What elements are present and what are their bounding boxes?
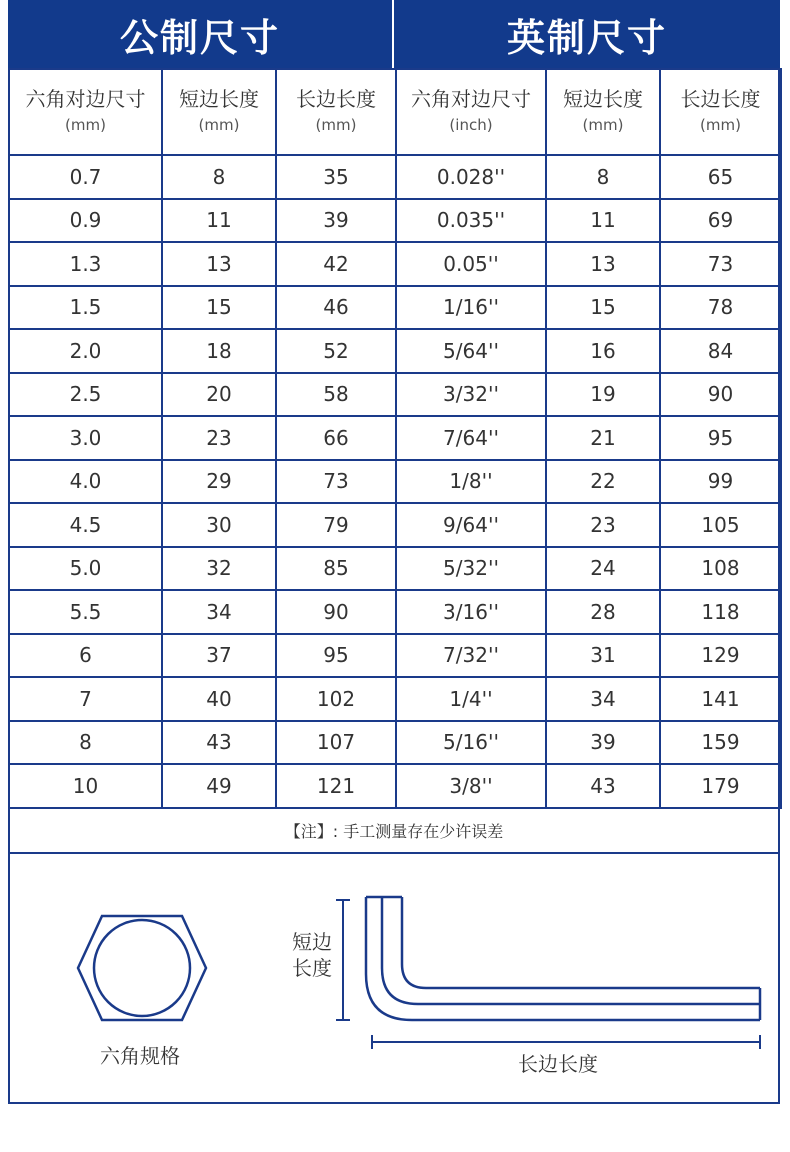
table-cell: 79 bbox=[276, 503, 396, 547]
table-cell: 85 bbox=[276, 547, 396, 591]
table-cell: 52 bbox=[276, 329, 396, 373]
table-cell: 1/8'' bbox=[396, 460, 546, 504]
table-cell: 0.028'' bbox=[396, 155, 546, 199]
table-cell: 102 bbox=[276, 677, 396, 721]
column-header-unit: (mm) bbox=[582, 116, 624, 134]
metric-size-title: 公制尺寸 bbox=[8, 0, 394, 68]
table-cell: 121 bbox=[276, 764, 396, 808]
column-header-name: 六角对边尺寸 bbox=[411, 87, 531, 111]
table-row bbox=[9, 721, 781, 765]
table-cell: 13 bbox=[546, 242, 660, 286]
column-header-1 bbox=[9, 69, 162, 155]
table-row bbox=[9, 416, 781, 460]
table-cell: 99 bbox=[660, 460, 781, 504]
table-cell: 11 bbox=[162, 199, 276, 243]
table-cell: 21 bbox=[546, 416, 660, 460]
column-header-row bbox=[9, 69, 781, 155]
table-cell: 2.0 bbox=[9, 329, 162, 373]
table-cell: 34 bbox=[162, 590, 276, 634]
table-cell: 42 bbox=[276, 242, 396, 286]
column-header-name: 长边长度 bbox=[680, 87, 761, 111]
table-cell: 69 bbox=[660, 199, 781, 243]
table-cell: 5/16'' bbox=[396, 721, 546, 765]
table-cell: 34 bbox=[546, 677, 660, 721]
table-cell: 0.035'' bbox=[396, 199, 546, 243]
table-cell: 159 bbox=[660, 721, 781, 765]
table-row bbox=[9, 503, 781, 547]
column-header-name: 长边长度 bbox=[296, 87, 376, 111]
table-row bbox=[9, 677, 781, 721]
column-header-unit: (mm) bbox=[65, 116, 106, 134]
size-table bbox=[8, 68, 782, 809]
table-row bbox=[9, 329, 781, 373]
table-row bbox=[9, 373, 781, 417]
table-cell: 129 bbox=[660, 634, 781, 678]
table-cell: 31 bbox=[546, 634, 660, 678]
table-row bbox=[9, 199, 781, 243]
table-cell: 8 bbox=[162, 155, 276, 199]
table-cell: 29 bbox=[162, 460, 276, 504]
table-cell: 49 bbox=[162, 764, 276, 808]
table-cell: 90 bbox=[660, 373, 781, 417]
table-cell: 58 bbox=[276, 373, 396, 417]
table-cell: 90 bbox=[276, 590, 396, 634]
table-cell: 95 bbox=[660, 416, 781, 460]
table-cell: 118 bbox=[660, 590, 781, 634]
table-header-bar bbox=[8, 0, 780, 68]
measurement-note: 【注】: 手工测量存在少许误差 bbox=[8, 808, 780, 854]
table-cell: 0.9 bbox=[9, 199, 162, 243]
table-cell: 3/8'' bbox=[396, 764, 546, 808]
table-cell: 73 bbox=[276, 460, 396, 504]
column-header-4 bbox=[396, 69, 546, 155]
table-cell: 95 bbox=[276, 634, 396, 678]
column-header-name: 六角对边尺寸 bbox=[25, 87, 146, 111]
table-row bbox=[9, 590, 781, 634]
table-cell: 0.7 bbox=[9, 155, 162, 199]
table-cell: 73 bbox=[660, 242, 781, 286]
table-cell: 43 bbox=[546, 764, 660, 808]
table-cell: 8 bbox=[9, 721, 162, 765]
table-cell: 13 bbox=[162, 242, 276, 286]
column-header-unit: (inch) bbox=[449, 116, 493, 134]
column-header-name: 短边长度 bbox=[179, 87, 259, 111]
table-cell: 39 bbox=[276, 199, 396, 243]
short-side-label-line2: 长度 bbox=[292, 956, 332, 980]
table-row bbox=[9, 242, 781, 286]
table-cell: 28 bbox=[546, 590, 660, 634]
table-cell: 10 bbox=[9, 764, 162, 808]
table-cell: 1/16'' bbox=[396, 286, 546, 330]
hex-key-outer-outline bbox=[366, 897, 760, 1020]
table-cell: 11 bbox=[546, 199, 660, 243]
table-cell: 141 bbox=[660, 677, 781, 721]
table-cell: 16 bbox=[546, 329, 660, 373]
table-cell: 107 bbox=[276, 721, 396, 765]
table-cell: 39 bbox=[546, 721, 660, 765]
table-cell: 5/32'' bbox=[396, 547, 546, 591]
table-cell: 78 bbox=[660, 286, 781, 330]
table-cell: 4.0 bbox=[9, 460, 162, 504]
table-cell: 20 bbox=[162, 373, 276, 417]
table-cell: 105 bbox=[660, 503, 781, 547]
table-row bbox=[9, 634, 781, 678]
column-header-6 bbox=[660, 69, 781, 155]
column-header-unit: (mm) bbox=[700, 116, 741, 134]
table-cell: 3.0 bbox=[9, 416, 162, 460]
table-cell: 7 bbox=[9, 677, 162, 721]
hexagon-inner-circle bbox=[94, 920, 190, 1016]
table-cell: 1.5 bbox=[9, 286, 162, 330]
table-row bbox=[9, 286, 781, 330]
column-header-unit: (mm) bbox=[198, 116, 240, 134]
hexagon-shape bbox=[78, 916, 206, 1020]
table-cell: 37 bbox=[162, 634, 276, 678]
table-cell: 15 bbox=[546, 286, 660, 330]
table-cell: 18 bbox=[162, 329, 276, 373]
column-header-2 bbox=[162, 69, 276, 155]
table-cell: 5.0 bbox=[9, 547, 162, 591]
table-row bbox=[9, 764, 781, 808]
long-side-label: 长边长度 bbox=[518, 1052, 598, 1076]
table-cell: 19 bbox=[546, 373, 660, 417]
hex-key-diagram bbox=[8, 854, 780, 1104]
table-cell: 4.5 bbox=[9, 503, 162, 547]
column-header-3 bbox=[276, 69, 396, 155]
table-cell: 30 bbox=[162, 503, 276, 547]
table-cell: 5.5 bbox=[9, 590, 162, 634]
column-header-name: 短边长度 bbox=[563, 87, 643, 111]
table-cell: 8 bbox=[546, 155, 660, 199]
hex-key-inner-outline bbox=[402, 897, 760, 988]
short-side-label-line1: 短边 bbox=[292, 930, 332, 954]
table-cell: 32 bbox=[162, 547, 276, 591]
table-cell: 1.3 bbox=[9, 242, 162, 286]
imperial-size-title: 英制尺寸 bbox=[394, 0, 780, 68]
table-cell: 2.5 bbox=[9, 373, 162, 417]
table-cell: 65 bbox=[660, 155, 781, 199]
table-cell: 23 bbox=[546, 503, 660, 547]
table-row bbox=[9, 460, 781, 504]
table-cell: 6 bbox=[9, 634, 162, 678]
table-cell: 43 bbox=[162, 721, 276, 765]
table-cell: 40 bbox=[162, 677, 276, 721]
table-cell: 3/16'' bbox=[396, 590, 546, 634]
table-cell: 46 bbox=[276, 286, 396, 330]
table-cell: 84 bbox=[660, 329, 781, 373]
table-row bbox=[9, 547, 781, 591]
table-cell: 1/4'' bbox=[396, 677, 546, 721]
table-cell: 24 bbox=[546, 547, 660, 591]
table-cell: 7/64'' bbox=[396, 416, 546, 460]
table-row bbox=[9, 155, 781, 199]
table-cell: 9/64'' bbox=[396, 503, 546, 547]
table-cell: 3/32'' bbox=[396, 373, 546, 417]
table-cell: 108 bbox=[660, 547, 781, 591]
table-cell: 23 bbox=[162, 416, 276, 460]
table-cell: 15 bbox=[162, 286, 276, 330]
table-cell: 66 bbox=[276, 416, 396, 460]
table-cell: 5/64'' bbox=[396, 329, 546, 373]
table-cell: 22 bbox=[546, 460, 660, 504]
table-cell: 35 bbox=[276, 155, 396, 199]
column-header-unit: (mm) bbox=[315, 116, 357, 134]
table-cell: 179 bbox=[660, 764, 781, 808]
hex-size-label: 六角规格 bbox=[100, 1044, 180, 1068]
column-header-5 bbox=[546, 69, 660, 155]
table-cell: 7/32'' bbox=[396, 634, 546, 678]
table-cell: 0.05'' bbox=[396, 242, 546, 286]
